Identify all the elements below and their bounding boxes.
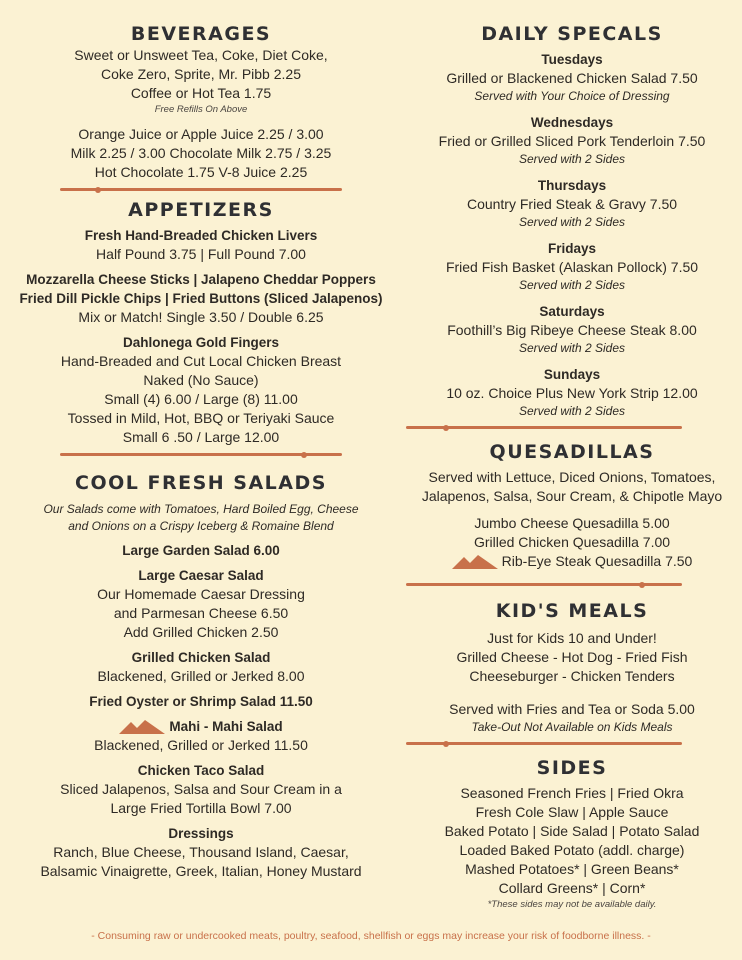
mountain-icon (452, 555, 498, 569)
special-day: Fridays (547, 241, 597, 256)
salads-intro: and Onions on a Crispy Iceberg & Romaine Blend (68, 519, 334, 533)
kids-line: Grilled Cheese - Hot Dog - Fried Fish (456, 649, 688, 665)
appetizer-price: Small 6 .50 / Large 12.00 (122, 429, 280, 445)
appetizer-price: Mix or Match! Single 3.50 / Double 6.25 (78, 309, 324, 325)
left-column (0, 0, 402, 881)
special-note: Served with 2 Sides (518, 278, 626, 292)
special-item: 10 oz. Choice Plus New York Strip 12.00 (446, 385, 698, 401)
fishing-rod-icon (628, 580, 646, 590)
salad-item: Dressings (168, 826, 234, 841)
salad-item: Fried Oyster or Shrimp Salad 11.50 (89, 694, 313, 709)
special-day: Wednesdays (530, 115, 614, 130)
appetizer-price: Small (4) 6.00 / Large (8) 11.00 (104, 391, 298, 407)
fishing-rod-icon (290, 450, 308, 460)
daily-special (402, 176, 742, 231)
appetizer-item: Fresh Hand-Breaded Chicken Livers (84, 228, 318, 243)
daily-special (402, 50, 742, 105)
section-divider (406, 739, 682, 749)
quesadilla-item-label: Rib-Eye Steak Quesadilla 7.50 (501, 553, 693, 569)
kids-line: Just for Kids 10 and Under! (487, 630, 657, 646)
section-divider (60, 450, 342, 460)
appetizer-item: Fried Dill Pickle Chips | Fried Buttons (Sliced Jalapenos) (19, 291, 383, 306)
quesadilla-desc: Served with Lettuce, Diced Onions, Tomatoes, (428, 469, 716, 485)
fishing-rod-icon (442, 423, 460, 433)
special-item: Foothill’s Big Ribeye Cheese Steak 8.00 (447, 322, 697, 338)
special-item: Fried Fish Basket (Alaskan Pollock) 7.50 (445, 259, 699, 275)
sides-note: *These sides may not be available daily. (487, 899, 657, 910)
daily-special (402, 113, 742, 168)
salad-desc: Balsamic Vinaigrette, Greek, Italian, Honey Mustard (40, 863, 362, 879)
appetizer-desc: Naked (No Sauce) (143, 372, 259, 388)
daily-special (402, 365, 742, 420)
sides-line: Loaded Baked Potato (addl. charge) (459, 842, 685, 858)
special-item: Country Fried Steak & Gravy 7.50 (466, 196, 678, 212)
salad-desc: Blackened, Grilled or Jerked 11.50 (94, 737, 308, 753)
quesadilla-item: Grilled Chicken Quesadilla 7.00 (473, 534, 671, 550)
sides-line: Collard Greens* | Corn* (498, 880, 646, 896)
appetizers-title: APPETIZERS (128, 199, 274, 221)
section-divider (406, 580, 682, 590)
salad-item-label: Mahi - Mahi Salad (169, 719, 283, 734)
fishing-rod-icon (442, 739, 460, 749)
salad-desc: Sliced Jalapenos, Salsa and Sour Cream in a (60, 781, 342, 797)
sides-line: Mashed Potatoes* | Green Beans* (465, 861, 679, 877)
sides-line: Fresh Cole Slaw | Apple Sauce (475, 804, 669, 820)
sides-line: Seasoned French Fries | Fried Okra (460, 785, 684, 801)
salad-item: Grilled Chicken Salad (131, 650, 271, 665)
salad-desc: Large Fried Tortilla Bowl 7.00 (110, 800, 292, 816)
beverages-line: Milk 2.25 / 3.00 Chocolate Milk 2.75 / 3.25 (70, 145, 332, 161)
salads-intro: Our Salads come with Tomatoes, Hard Boiled Egg, Cheese (43, 502, 359, 516)
appetizer-price: Half Pound 3.75 | Full Pound 7.00 (96, 246, 306, 262)
appetizer-desc: Tossed in Mild, Hot, BBQ or Teriyaki Sauce (67, 410, 335, 426)
section-divider (406, 423, 682, 433)
beverages-line: Hot Chocolate 1.75 V-8 Juice 2.25 (94, 164, 308, 180)
special-day: Saturdays (539, 304, 605, 319)
special-day: Thursdays (537, 178, 607, 193)
daily-special (402, 239, 742, 294)
foodborne-illness-warning: - Consuming raw or undercooked meats, poultry, seafood, shellfish or eggs may increase your risk of foodborne illness. - (91, 930, 651, 942)
beverages-line: Coffee or Hot Tea 1.75 (130, 85, 272, 101)
salad-desc: Add Grilled Chicken 2.50 (123, 624, 279, 640)
beverages-title: BEVERAGES (130, 23, 272, 45)
special-item: Grilled or Blackened Chicken Salad 7.50 (446, 70, 698, 86)
appetizer-item: Mozzarella Cheese Sticks | Jalapeno Cheddar Poppers (26, 272, 376, 287)
free-refills-note: Free Refills On Above (154, 104, 248, 115)
kids-line: Cheeseburger - Chicken Tenders (469, 668, 675, 684)
mountain-icon (119, 720, 165, 734)
special-note: Served with 2 Sides (518, 152, 626, 166)
daily-specials-title: DAILY SPECALS (481, 23, 663, 45)
quesadilla-desc: Jalapenos, Salsa, Sour Cream, & Chipotle Mayo (421, 488, 723, 504)
special-day: Tuesdays (541, 52, 603, 67)
salad-item (0, 717, 402, 736)
beverages-line: Coke Zero, Sprite, Mr. Pibb 2.25 (101, 66, 301, 82)
appetizer-item: Dahlonega Gold Fingers (122, 335, 279, 350)
kids-note: Take-Out Not Available on Kids Meals (471, 720, 673, 734)
fishing-rod-icon (94, 185, 112, 195)
beverages-line: Orange Juice or Apple Juice 2.25 / 3.00 (78, 126, 324, 142)
sides-line: Baked Potato | Side Salad | Potato Salad (444, 823, 700, 839)
quesadillas-title: QUESADILLAS (489, 441, 655, 463)
kids-meals-title: KID'S MEALS (495, 600, 649, 622)
special-item: Fried or Grilled Sliced Pork Tenderloin 7.50 (438, 133, 706, 149)
salad-item: Large Caesar Salad (138, 568, 264, 583)
beverages-line: Sweet or Unsweet Tea, Coke, Diet Coke, (74, 47, 328, 63)
quesadilla-item (402, 552, 742, 571)
kids-line: Served with Fries and Tea or Soda 5.00 (449, 701, 695, 717)
special-note: Served with 2 Sides (518, 341, 626, 355)
special-note: Served with Your Choice of Dressing (474, 89, 670, 103)
salad-desc: Our Homemade Caesar Dressing (97, 586, 305, 602)
daily-special (402, 302, 742, 357)
salad-desc: Blackened, Grilled or Jerked 8.00 (97, 668, 305, 684)
quesadilla-item: Jumbo Cheese Quesadilla 5.00 (474, 515, 670, 531)
special-day: Sundays (543, 367, 601, 382)
salads-title: COOL FRESH SALADS (75, 472, 327, 494)
right-column (402, 0, 742, 912)
salad-item: Chicken Taco Salad (137, 763, 265, 778)
section-divider (60, 185, 342, 195)
salad-desc: and Parmesan Cheese 6.50 (113, 605, 289, 621)
sides-title: SIDES (536, 757, 608, 779)
special-note: Served with 2 Sides (518, 215, 626, 229)
appetizer-desc: Hand-Breaded and Cut Local Chicken Breast (60, 353, 342, 369)
special-note: Served with 2 Sides (518, 404, 626, 418)
salad-item: Large Garden Salad 6.00 (122, 543, 280, 558)
salad-desc: Ranch, Blue Cheese, Thousand Island, Caesar, (53, 844, 349, 860)
